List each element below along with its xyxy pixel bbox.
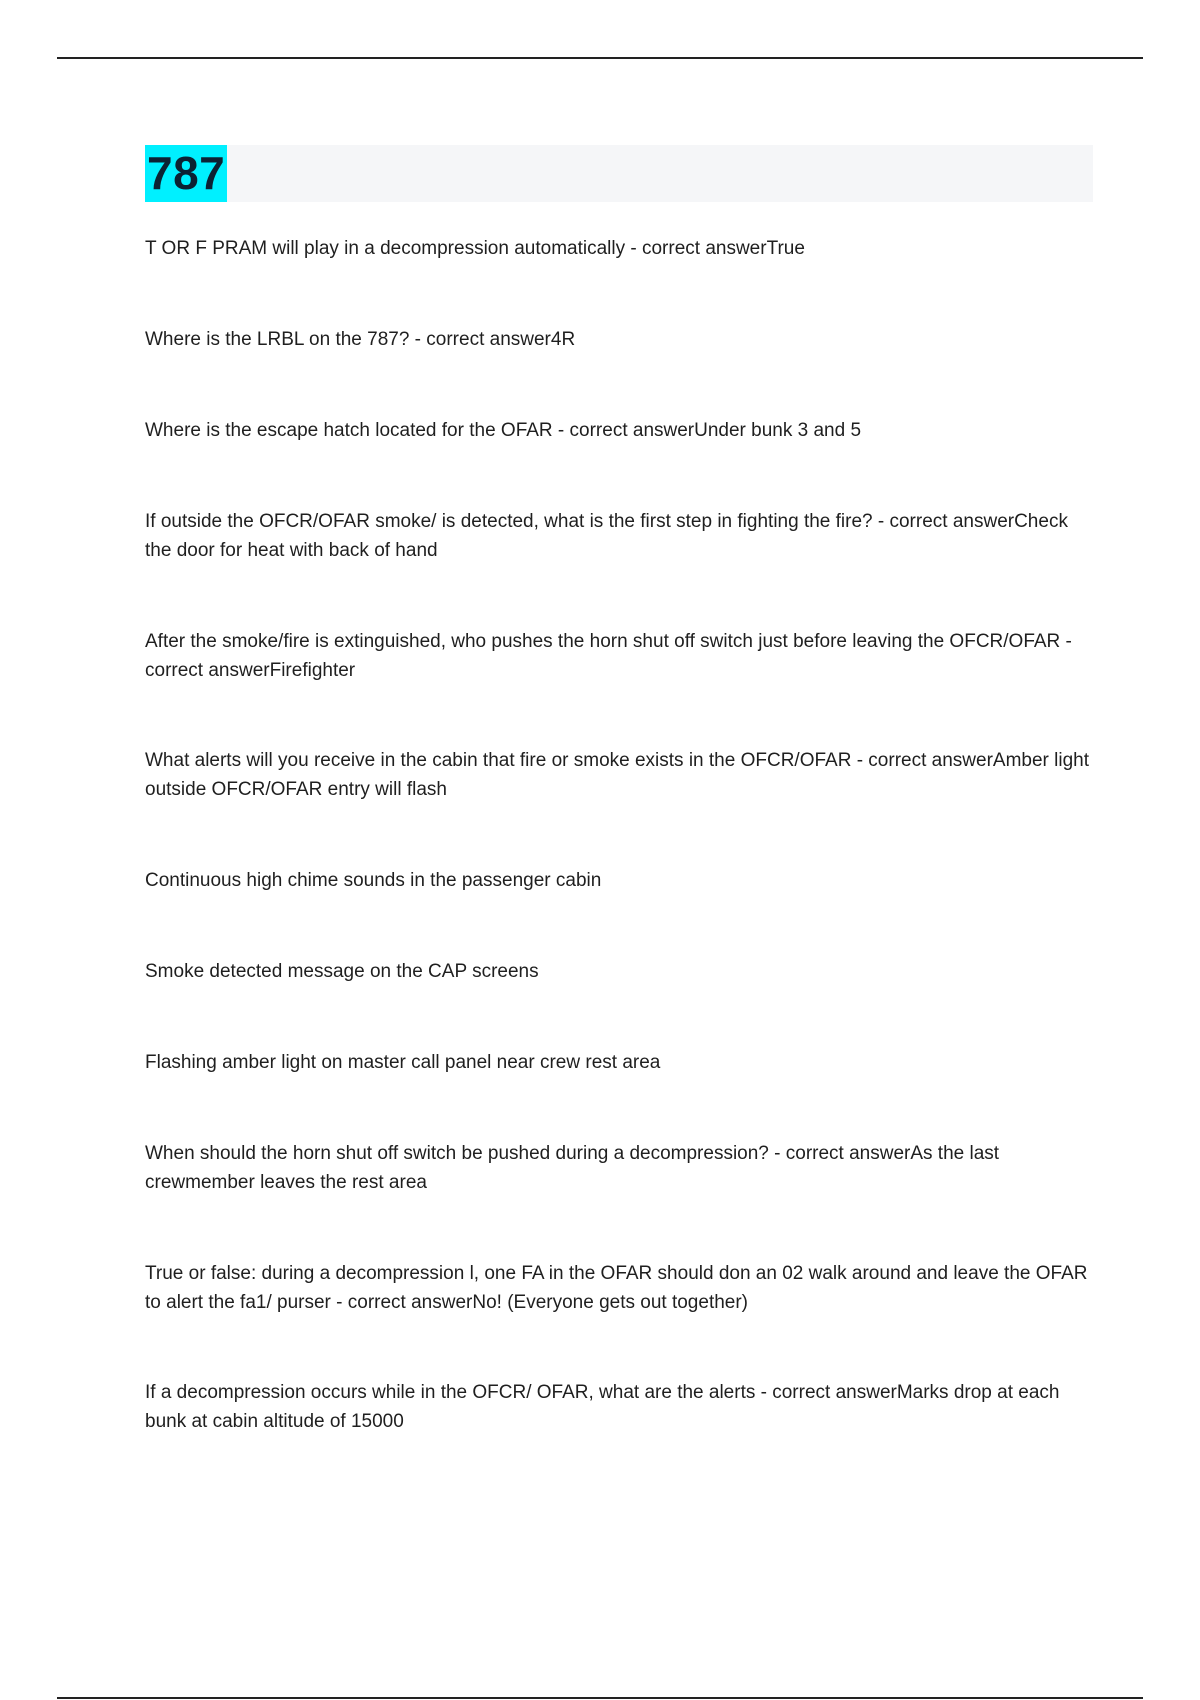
qa-item-8: Smoke detected message on the CAP screens (145, 961, 539, 982)
footer-rule (57, 1697, 1143, 1699)
qa-item-12: If a decompression occurs while in the OFCR/ OFAR, what are the alerts - correct answerMarks drop at each bunk at cabin altitude of 15000 (145, 1382, 1060, 1432)
document-title: 787 (145, 145, 227, 202)
qa-item-6: What alerts will you receive in the cabin that fire or smoke exists in the OFCR/OFAR - correct answerAmber light outside OFCR/OFAR entry will flash (145, 750, 1089, 800)
header-rule (57, 57, 1143, 59)
title-band (145, 145, 1093, 202)
qa-item-2: Where is the LRBL on the 787? - correct answer4R (145, 329, 576, 350)
qa-item-5: After the smoke/fire is extinguished, who pushes the horn shut off switch just before leaving the OFCR/OFAR - correct answerFirefighter (145, 631, 1072, 681)
qa-item-7: Continuous high chime sounds in the passenger cabin (145, 870, 602, 891)
qa-item-1: T OR F PRAM will play in a decompression automatically - correct answerTrue (145, 238, 805, 259)
qa-item-3: Where is the escape hatch located for the OFAR - correct answerUnder bunk 3 and 5 (145, 420, 862, 441)
qa-item-9: Flashing amber light on master call panel near crew rest area (145, 1052, 661, 1073)
qa-item-10: When should the horn shut off switch be pushed during a decompression? - correct answerAs the last crewmember leaves the rest area (145, 1143, 1000, 1193)
qa-item-4: If outside the OFCR/OFAR smoke/ is detected, what is the first step in fighting the fire? - correct answerCheck the door for heat with back of hand (145, 511, 1068, 561)
qa-item-11: True or false: during a decompression l, one FA in the OFAR should don an 02 walk around and leave the OFAR to alert the fa1/ purser - correct answerNo! (Everyone gets out together) (145, 1263, 1088, 1313)
